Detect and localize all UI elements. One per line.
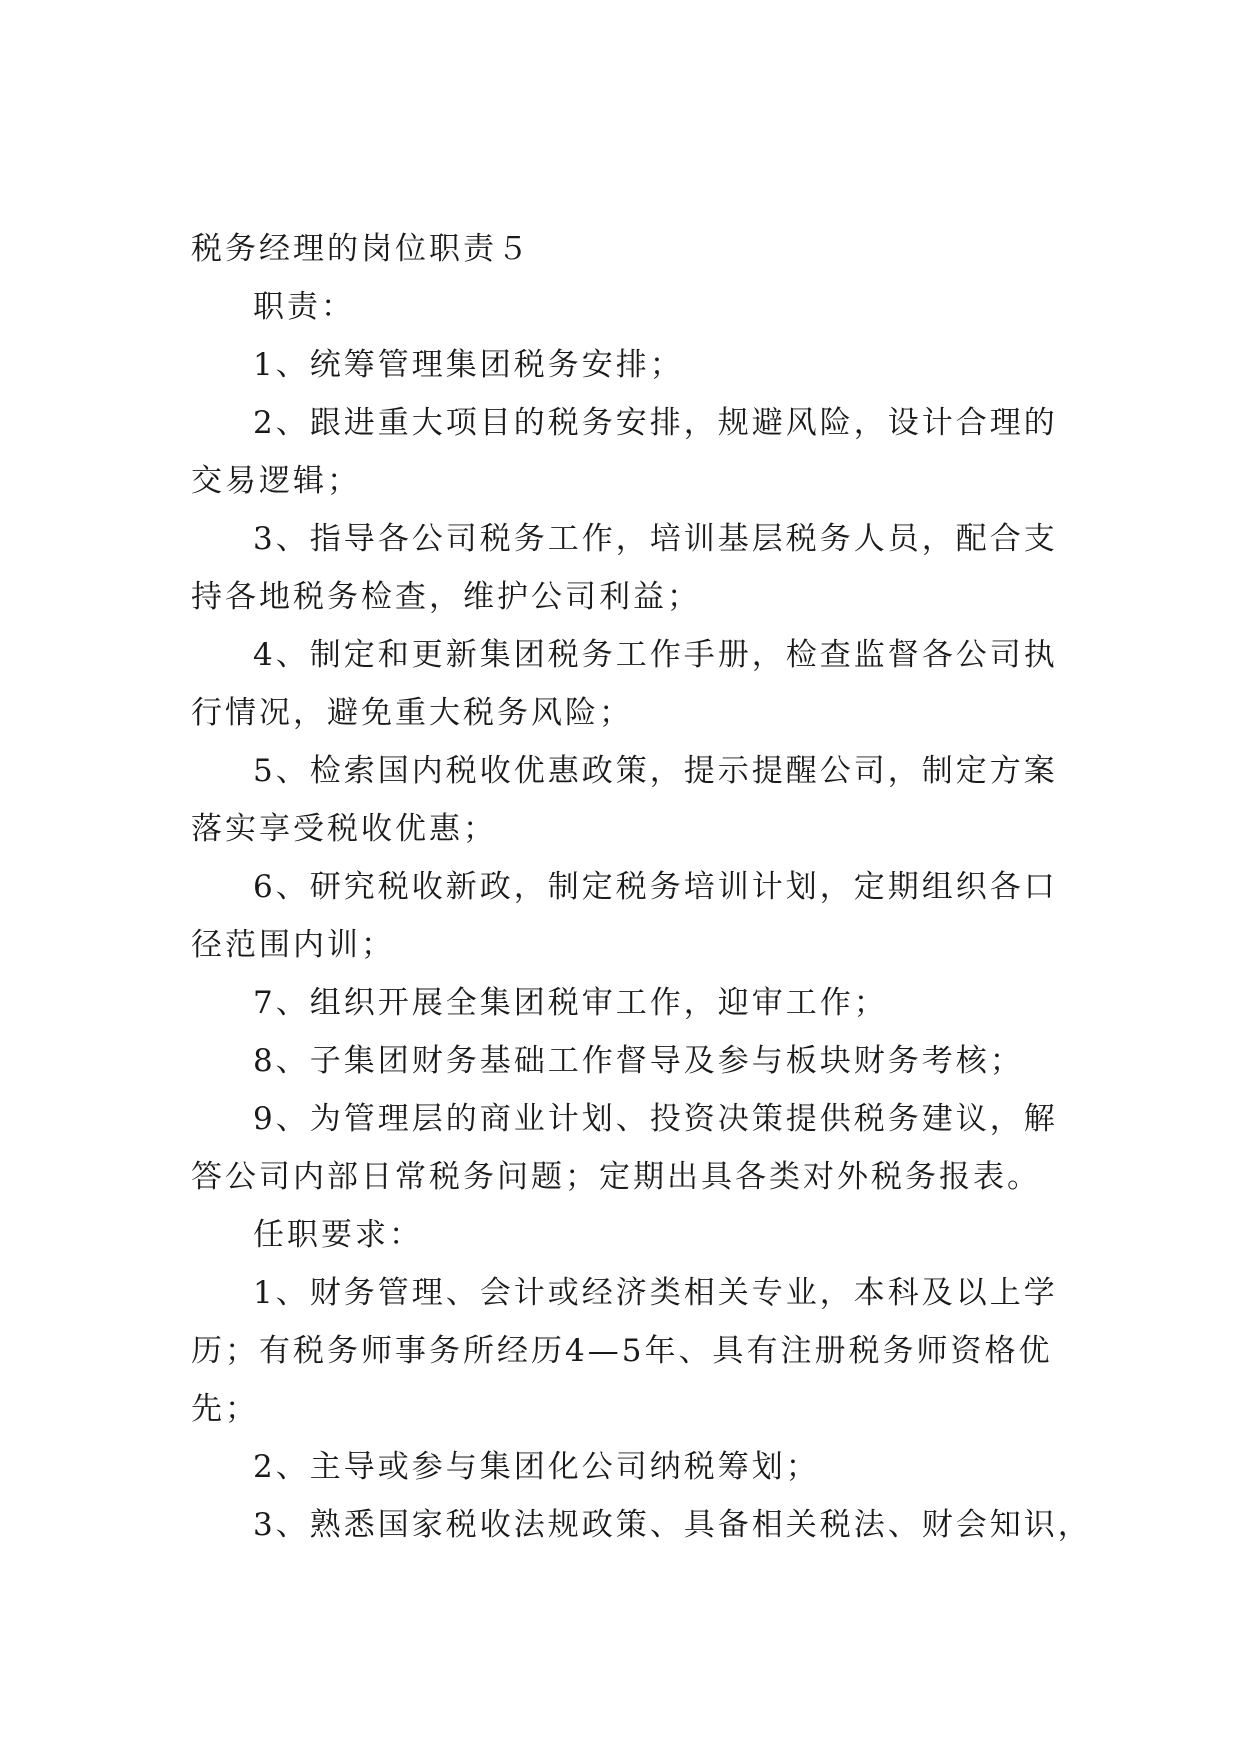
text-line: 行情况，避免重大税务风险； bbox=[191, 695, 633, 731]
text-line: 2、跟进重大项目的税务安排，规避风险，设计合理的 bbox=[253, 405, 1058, 441]
text-line: 6、研究税收新政，制定税务培训计划，定期组织各口 bbox=[253, 869, 1058, 905]
text-line: 9、为管理层的商业计划、投资决策提供税务建议，解 bbox=[253, 1101, 1058, 1137]
text-line: 交易逻辑； bbox=[191, 463, 361, 499]
text-line: 先； bbox=[191, 1391, 259, 1427]
text-line: 4、制定和更新集团税务工作手册，检查监督各公司执 bbox=[253, 637, 1058, 673]
text-line: 径范围内训； bbox=[191, 927, 395, 963]
document-title: 税务经理的岗位职责５ bbox=[191, 231, 531, 267]
text-line: 8、子集团财务基础工作督导及参与板块财务考核； bbox=[253, 1043, 1024, 1079]
document-body bbox=[191, 220, 1092, 1554]
text-line: 历；有税务师事务所经历4—5年、具有注册税务师资格优 bbox=[191, 1333, 1053, 1369]
section-heading-requirements: 任职要求： bbox=[253, 1217, 423, 1253]
text-line: 答公司内部日常税务问题；定期出具各类对外税务报表。 bbox=[191, 1159, 1041, 1195]
text-line: 1、统筹管理集团税务安排； bbox=[253, 347, 684, 383]
text-line: 3、熟悉国家税收法规政策、具备相关税法、财会知识， bbox=[253, 1507, 1092, 1543]
text-line: 落实享受税收优惠； bbox=[191, 811, 497, 847]
section-heading-duties: 职责： bbox=[253, 289, 355, 325]
text-line: 7、组织开展全集团税审工作，迎审工作； bbox=[253, 985, 888, 1021]
text-line: 2、主导或参与集团化公司纳税筹划； bbox=[253, 1449, 820, 1485]
text-line: 持各地税务检查，维护公司利益； bbox=[191, 579, 701, 615]
text-line: 1、财务管理、会计或经济类相关专业，本科及以上学 bbox=[253, 1275, 1058, 1311]
text-line: 3、指导各公司税务工作，培训基层税务人员，配合支 bbox=[253, 521, 1058, 557]
text-line: 5、检索国内税收优惠政策，提示提醒公司，制定方案 bbox=[253, 753, 1058, 789]
